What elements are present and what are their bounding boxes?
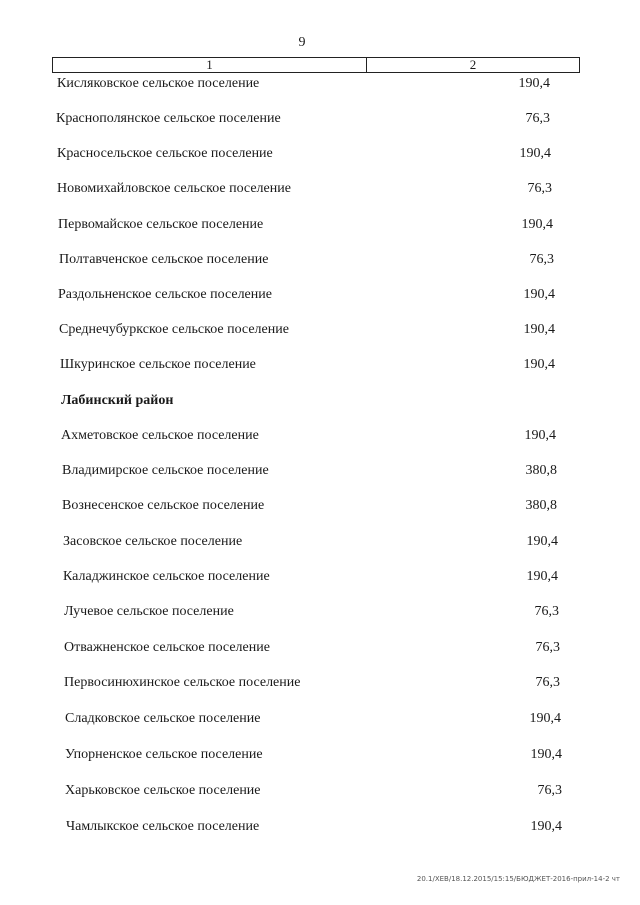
settlement-name: Вознесенское сельское поселение — [62, 498, 265, 513]
settlement-name: Чамлыкское сельское поселение — [66, 819, 260, 834]
table-row — [0, 638, 640, 658]
settlement-value: 76,3 — [535, 640, 560, 655]
table-row — [0, 320, 640, 340]
table-row — [0, 355, 640, 375]
settlement-value: 190,4 — [523, 357, 555, 372]
settlement-value: 190,4 — [530, 747, 562, 762]
table-row — [0, 179, 640, 199]
table-row — [0, 250, 640, 270]
district-heading-row — [0, 391, 640, 411]
settlement-name: Сладковское сельское поселение — [65, 711, 261, 726]
settlement-name: Первосинюхинское сельское поселение — [64, 675, 301, 690]
settlement-value: 76,3 — [534, 604, 559, 619]
table-row — [0, 461, 640, 481]
table-row — [0, 109, 640, 129]
settlement-name: Владимирское сельское поселение — [62, 463, 269, 478]
table-row — [0, 426, 640, 446]
settlement-name: Красносельское сельское поселение — [57, 146, 273, 161]
column-header-2: 2 — [469, 57, 477, 72]
settlement-value: 190,4 — [523, 287, 555, 302]
table-row — [0, 709, 640, 729]
column-header-1: 1 — [53, 58, 367, 72]
settlement-name: Ахметовское сельское поселение — [61, 428, 259, 443]
settlement-value: 76,3 — [525, 111, 550, 126]
table-row — [0, 144, 640, 164]
settlement-name: Первомайское сельское поселение — [58, 217, 264, 232]
settlement-value: 190,4 — [521, 217, 553, 232]
table-row — [0, 745, 640, 765]
settlement-value: 76,3 — [527, 181, 552, 196]
table-row — [0, 74, 640, 94]
settlement-value: 190,4 — [529, 711, 561, 726]
settlement-value: 76,3 — [529, 252, 554, 267]
document-footer-code: 20.1/ХЕВ/18.12.2015/15:15/БЮДЖЕТ-2016-прил-14-2 чт — [416, 875, 620, 883]
settlement-name: Лучевое сельское поселение — [64, 604, 234, 619]
settlement-name: Харьковское сельское поселение — [65, 783, 261, 798]
settlement-name: Шкуринское сельское поселение — [60, 357, 256, 372]
settlement-value: 380,8 — [525, 498, 557, 513]
settlement-value: 190,4 — [518, 76, 550, 91]
settlement-name: Раздольненское сельское поселение — [58, 287, 272, 302]
page-number: 9 — [298, 35, 306, 50]
settlement-name: Засовское сельское поселение — [63, 534, 243, 549]
table-row — [0, 781, 640, 801]
table-row — [0, 673, 640, 693]
settlement-value: 380,8 — [525, 463, 557, 478]
table-column-header — [52, 57, 580, 73]
table-row — [0, 532, 640, 552]
table-row — [0, 496, 640, 516]
settlement-value: 76,3 — [537, 783, 562, 798]
table-row — [0, 215, 640, 235]
table-row — [0, 285, 640, 305]
table-row — [0, 817, 640, 837]
settlement-name: Упорненское сельское поселение — [65, 747, 263, 762]
settlement-value: 76,3 — [535, 675, 560, 690]
settlement-value: 190,4 — [526, 569, 558, 584]
settlement-value: 190,4 — [523, 322, 555, 337]
settlement-value: 190,4 — [524, 428, 556, 443]
settlement-name: Каладжинское сельское поселение — [63, 569, 270, 584]
settlement-name: Отважненское сельское поселение — [64, 640, 270, 655]
settlement-name: Среднечубуркское сельское поселение — [59, 322, 289, 337]
table-row — [0, 602, 640, 622]
table-row — [0, 567, 640, 587]
settlement-value: 190,4 — [530, 819, 562, 834]
district-name: Лабинский район — [61, 393, 174, 408]
settlement-value: 190,4 — [526, 534, 558, 549]
settlement-name: Краснополянское сельское поселение — [56, 111, 281, 126]
settlement-value: 190,4 — [519, 146, 551, 161]
settlement-name: Полтавченское сельское поселение — [59, 252, 269, 267]
settlement-name: Новомихайловское сельское поселение — [57, 181, 291, 196]
settlement-name: Кисляковское сельское поселение — [57, 76, 260, 91]
